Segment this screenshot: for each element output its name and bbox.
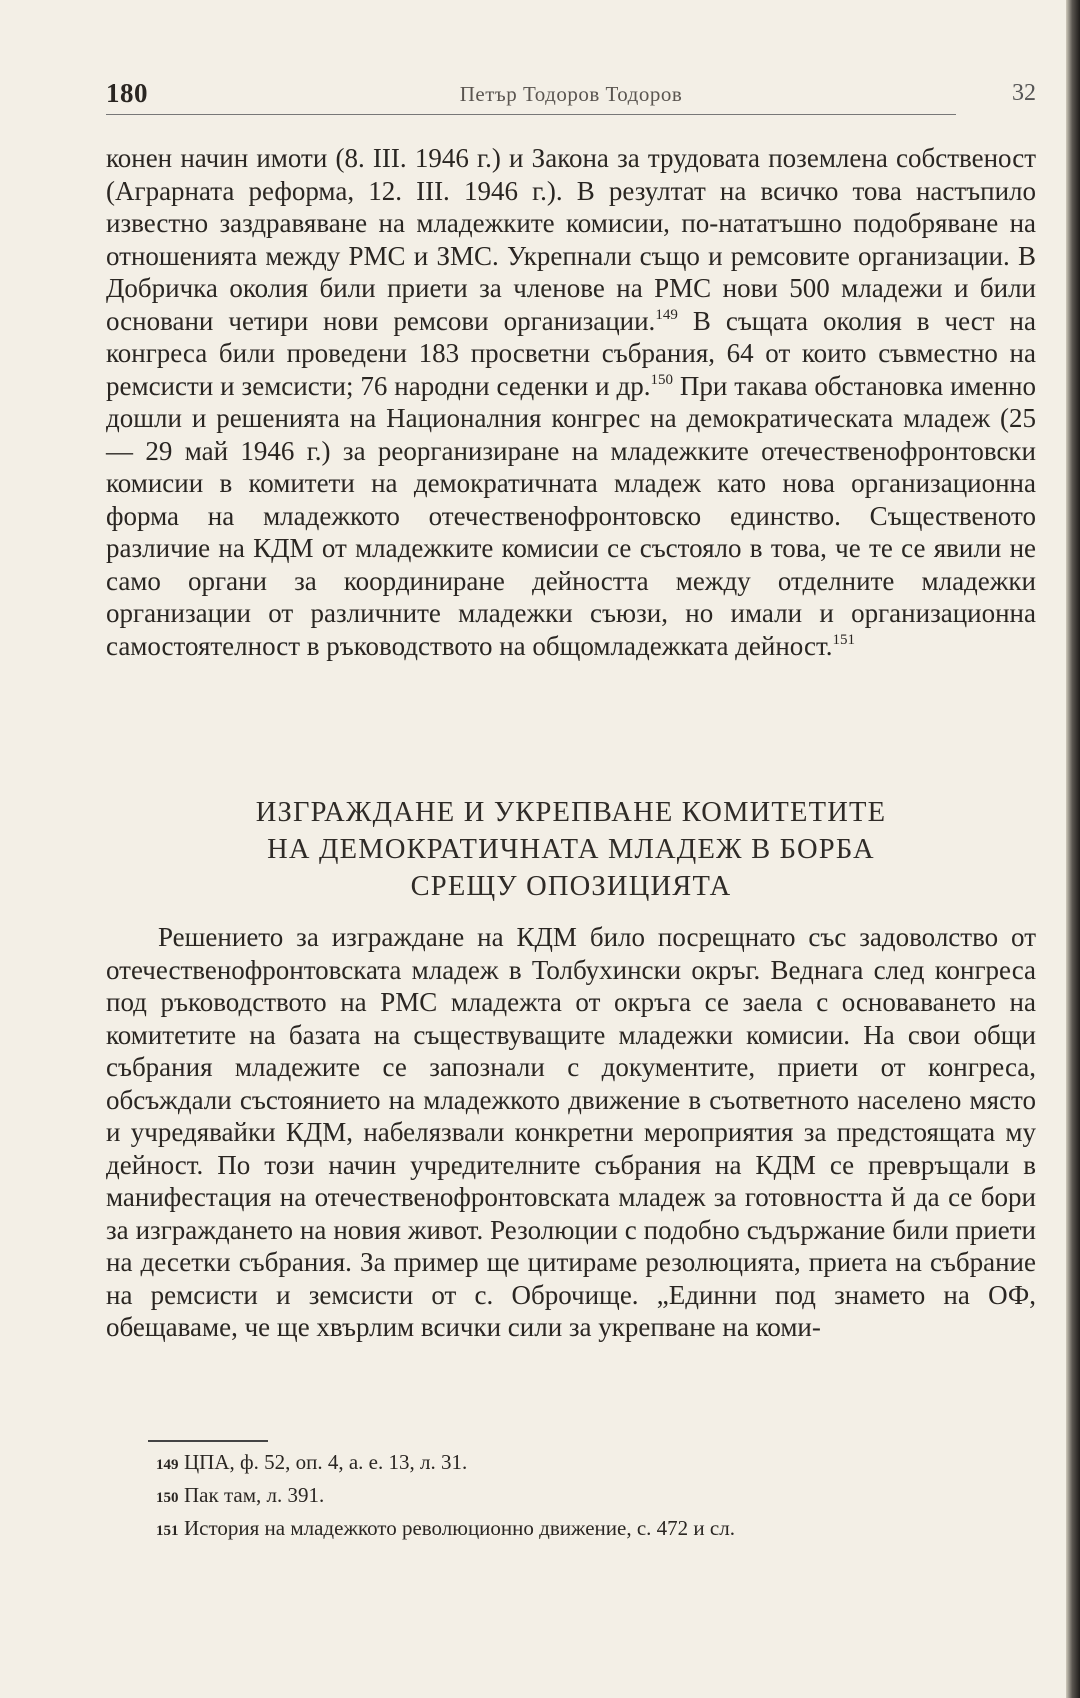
footnote-ref-151[interactable]: 151	[832, 631, 855, 648]
footnote-item	[156, 1513, 1016, 1546]
paragraph-1-text-a: конен начин имоти (8. III. 1946 г.) и Закона за трудовата поземлена собственост (Аграрната реформа, 12. III. 1946 г.). В резултат на всичко това настъпило известно заздравяване на младежките комисии, по-нататъшно подобряване на отношенията между РМС и ЗМС. Укрепнали също и ремсовите организации. В Добричка околия били приети за членове на РМС нови 500 младежи и били основани четири нови ремсови организации.	[106, 143, 1036, 336]
footnotes-list	[156, 1447, 1016, 1546]
footnote-ref-150[interactable]: 150	[650, 371, 673, 388]
section-title-line-1: ИЗГРАЖДАНЕ И УКРЕПВАНЕ КОМИТЕТИТЕ	[255, 797, 887, 828]
footnote-ref-149[interactable]: 149	[655, 306, 678, 323]
header-rule	[106, 114, 956, 115]
footnote-text: ЦПА, ф. 52, оп. 4, а. е. 13, л. 31.	[184, 1450, 468, 1474]
footnote-number: 149	[156, 1457, 179, 1473]
footnote-item	[156, 1480, 1016, 1513]
page-number: 180	[106, 78, 148, 108]
running-title: Петър Тодоров Тодоров	[459, 82, 683, 106]
footnote-text: История на младежкото революционно движение, с. 472 и сл.	[184, 1516, 735, 1540]
footnote-rule	[148, 1440, 268, 1442]
page-edge-shadow	[1066, 0, 1080, 1698]
footnote-number: 150	[156, 1490, 179, 1506]
footnote-item	[156, 1447, 1016, 1480]
section-title-line-3: СРЕЩУ ОПОЗИЦИЯТА	[410, 871, 732, 902]
page-header	[106, 78, 1036, 118]
paragraph-1-text-b: В същата околия в чест на конгреса били проведени 183 просветни събрания, 64 от които съвместно на ремсисти и земсисти; 76 народни седенки и др.	[106, 305, 1036, 401]
footnote-number: 151	[156, 1523, 179, 1539]
paragraph-1-text-c: При такава обстановка именно дошли и решенията на Националния конгрес на демократическата младеж (25 — 29 май 1946 г.) за реорганизиране на младежките отечественофронтовски комисии в комитети на демократичната младеж като нова организационна форма на младежкото отечественофронтовско единство. Същественото различие на КДМ от младежките комисии се състояло в това, че те се явили не само органи за координиране дейността между отделните младежки организации от различните младежки съюзи, но имали и организационна самостоятелност в ръководството на общомладежката дейност.	[106, 370, 1036, 661]
paragraph-2: Решението за изграждане на КДМ било посрещнато със задоволство от отечественофронтовската младеж в Толбухински окръг. Веднага след конгреса под ръководството на РМС младежта от окръга се заела с основаването на комитетите на базата на съществуващите младежки комисии. На свои общи събрания младежите се запознали с документите, приети от конгреса, обсъждали състоянието на младежкото движение в съответното населено място и учредявайки КДМ, набелязвали конкретни мероприятия за предстоящата му дейност. По този начин учредителните събрания на КДМ се превръщали в манифестация на отечественофронтовската младеж за готовността й да се бори за изграждането на новия живот. Резолюции с подобно съдържание били приети на десетки събрания. За пример ще цитираме резолюцията, приета на събрание на ремсисти и земсисти от с. Оброчище. „Единни под знамето на ОФ, обещаваме, че ще хвърлим всички сили за укрепване на коми-	[106, 922, 1036, 1342]
section-title-line-2: НА ДЕМОКРАТИЧНАТА МЛАДЕЖ В БОРБА	[267, 834, 875, 865]
footnote-text: Пак там, л. 391.	[184, 1483, 325, 1507]
header-right-mark: 32	[1012, 80, 1036, 106]
paragraph-1	[106, 142, 1036, 662]
section-title	[106, 794, 1036, 905]
